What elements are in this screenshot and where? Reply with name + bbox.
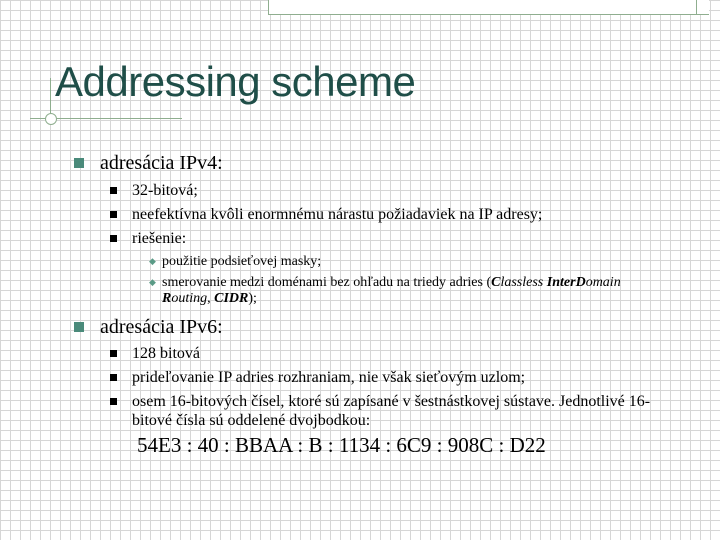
list-item [132,229,672,248]
square-bullet-icon [110,398,117,405]
separator-text: , [207,291,215,306]
bullet-ipv4-heading [100,151,223,175]
emphasis-letter: C [491,275,501,290]
square-bullet-icon [74,322,84,332]
list-item [132,205,672,224]
emphasis-word: outing [171,291,208,306]
square-bullet-icon [110,350,117,357]
emphasis-word: omain [585,275,621,290]
sub-list-item [149,275,672,307]
sub-item-text: smerovanie medzi doménami bez ohľadu na triedy adries ( [162,275,492,290]
cidr-acronym: CIDR [214,291,249,306]
ipv4-item-text: riešenie: [132,230,187,247]
diamond-bullet-icon: ◆ [149,277,156,287]
square-bullet-icon [74,158,84,168]
diamond-bullet-icon: ◆ [149,256,156,266]
emphasis-word: lassless [500,275,544,290]
ipv6-item-text: osem 16-bitových čísel, ktoré sú zapísané v šestnástkovej sústave. Jednotlivé 16-bitové čísla sú oddelené dvojbodkou: [132,393,651,429]
square-bullet-icon [110,374,117,381]
ipv6-example-address: 54E3 : 40 : BBAA : B : 1134 : 6C9 : 908C : D22 [137,433,546,457]
square-bullet-icon [110,211,117,218]
ipv4-item-text: neefektívna kvôli enormnému nárastu požiadaviek na IP adresy; [132,206,543,223]
list-item [132,344,672,363]
ipv6-item-text: 128 bitová [132,345,200,362]
emphasis-letter: Inter [546,275,576,290]
list-item [132,392,672,430]
ipv6-heading-text: adresácia IPv6: [100,316,223,338]
emphasis-letter: D [575,275,586,290]
ipv6-item-text: prideľovanie IP adries rozhraniam, nie však sieťovým uzlom; [132,369,526,386]
emphasis-letter: R [162,291,172,306]
slide-title: Addressing scheme [55,58,416,105]
sub-item-text: ); [248,291,257,306]
ipv4-heading-text: adresácia IPv4: [100,152,223,174]
ipv4-item-text: 32-bitová; [132,182,198,199]
list-item [132,181,672,200]
square-bullet-icon [110,235,117,242]
sub-item-text: použitie podsieťovej masky; [162,254,322,269]
square-bullet-icon [110,187,117,194]
sub-list-item [149,254,672,270]
bullet-ipv6-heading [100,315,223,339]
list-item [132,368,672,387]
